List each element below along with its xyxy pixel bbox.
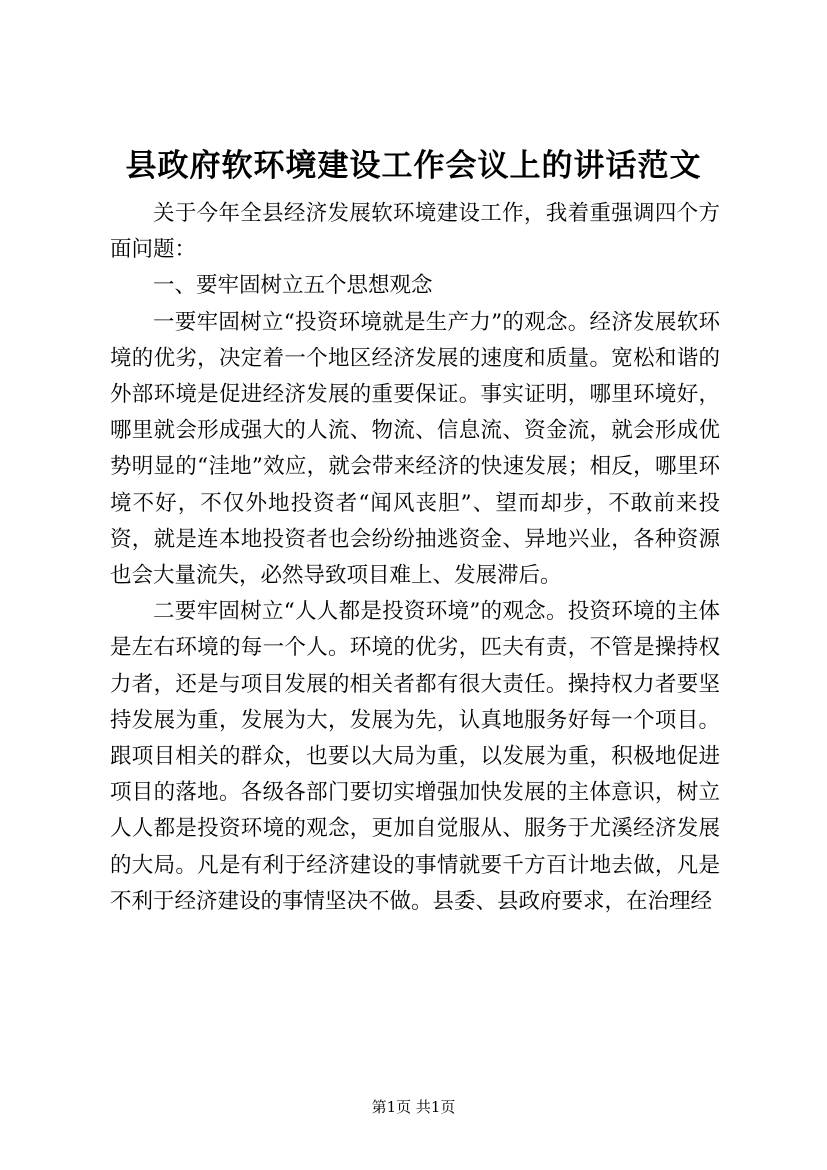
document-body [110,196,720,920]
section-heading: 一、要牢固树立五个思想观念 [153,273,433,299]
paragraph-intro: 关于今年全县经济发展软环境建设工作，我着重强调四个方面问题： [110,201,720,263]
page-footer [0,1097,827,1117]
page-number-label: 第1页 共1页 [371,1098,456,1116]
paragraph-point-one: 一要牢固树立“投资环境就是生产力”的观念。经济发展软环境的优劣，决定着一个地区经济发展的速度和质量。宽松和谐的外部环境是促进经济发展的重要保证。事实证明，哪里环境好，哪里就会形成强大的人流、物流、信息流、资金流，就会形成优势明显的“洼地”效应，就会带来经济的快速发展；相反，哪里环境不好，不仅外地投资者“闻风丧胆”、望而却步，不敢前来投资，就是连本地投资者也会纷纷抽逃资金、异地兴业，各种资源也会大量流失，必然导致项目难上、发展滞后。 [110,309,720,589]
paragraph-point-two: 二要牢固树立“人人都是投资环境”的观念。投资环境的主体是左右环境的每一个人。环境的优劣，匹夫有责，不管是操持权力者，还是与项目发展的相关者都有很大责任。操持权力者要坚持发展为重，发展为大，发展为先，认真地服务好每一个项目。跟项目相关的群众，也要以大局为重，以发展为重，积极地促进项目的落地。各级各部门要切实增强加快发展的主体意识，树立人人都是投资环境的观念，更加自觉服从、服务于尤溪经济发展的大局。凡是有利于经济建设的事情就要千方百计地去做，凡是不利于经济建设的事情坚决不做。县委、县政府要求，在治理经 [110,599,720,914]
document-title: 县政府软环境建设工作会议上的讲话范文 [125,148,702,184]
